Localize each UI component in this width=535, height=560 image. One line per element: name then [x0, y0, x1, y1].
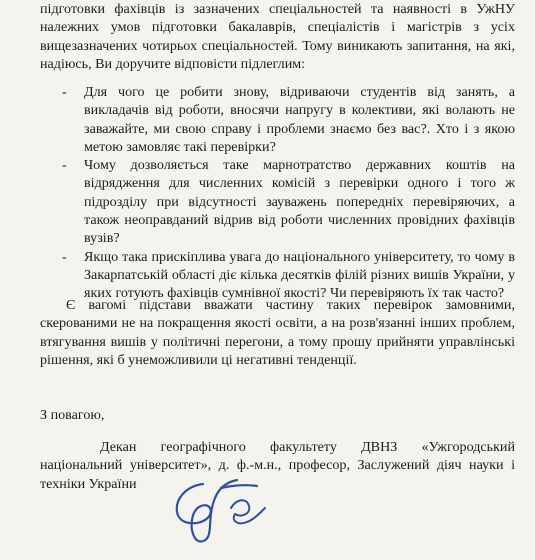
question-text: Якщо така прискіплива увага до національного університету, то чому в Закарпатській області діє кілька десятків філій різних вишів України, у яких готують фахівців сумнівної якості? Чи перевіряють їх так часто?	[84, 248, 515, 302]
question-text: Для чого це робити знову, відриваючи студентів від занять, а викладачів від роботи, вносячи напругу в колективи, які волають не заважайте, ми свою справу і проблеми знаємо без вас?. Хто і з якою метою замовляє такі перевірки?	[84, 84, 515, 155]
closing-line: З повагою,	[40, 407, 105, 423]
intro-paragraph: підготовки фахівців із зазначених спеціальностей та наявності в УжНУ належних умов підготовки бакалаврів, спеціалістів і магістрів з усіх вищезазначених чотирьох спеціальностей. Тому виникають запитання, на які, надіюсь, Ви доручите відповісти підлеглим:	[40, 1, 515, 72]
signature-stroke	[231, 500, 265, 523]
conclusion-paragraph: Є вагомі підстави вважати частину таких перевірок замовними, скерованими не на покращення якості освіти, а на розв'язанні інших проблем, втягування вишів у політичні перегони, а тому прошу прийняти управлінські рішення, які б унеможливили ці негативні тенденції.	[40, 297, 515, 368]
question-text: Чому дозволяється таке марнотратство державних коштів на відрядження для численних комісій з перевірки одного і того ж підрозділу при відсутності зауважень попередніх перевіряючих, а також неоправданий відрив від роботи численних провідних фахівців вузів?	[84, 157, 515, 247]
bullet-dash: -	[62, 248, 67, 265]
signatory-block: Декан географічного факультету ДВНЗ «Ужгородський національний університет», д. ф.-м.н., професор, Заслужений діяч науки і техніки України	[40, 439, 515, 492]
list-item	[60, 156, 515, 247]
question-list	[60, 83, 515, 303]
handwritten-signature	[165, 468, 275, 550]
list-item	[60, 248, 515, 303]
bullet-dash: -	[62, 157, 67, 174]
bullet-dash: -	[62, 84, 67, 100]
signature-stroke	[221, 485, 257, 488]
list-item	[60, 83, 515, 156]
signature-stroke	[177, 480, 237, 541]
